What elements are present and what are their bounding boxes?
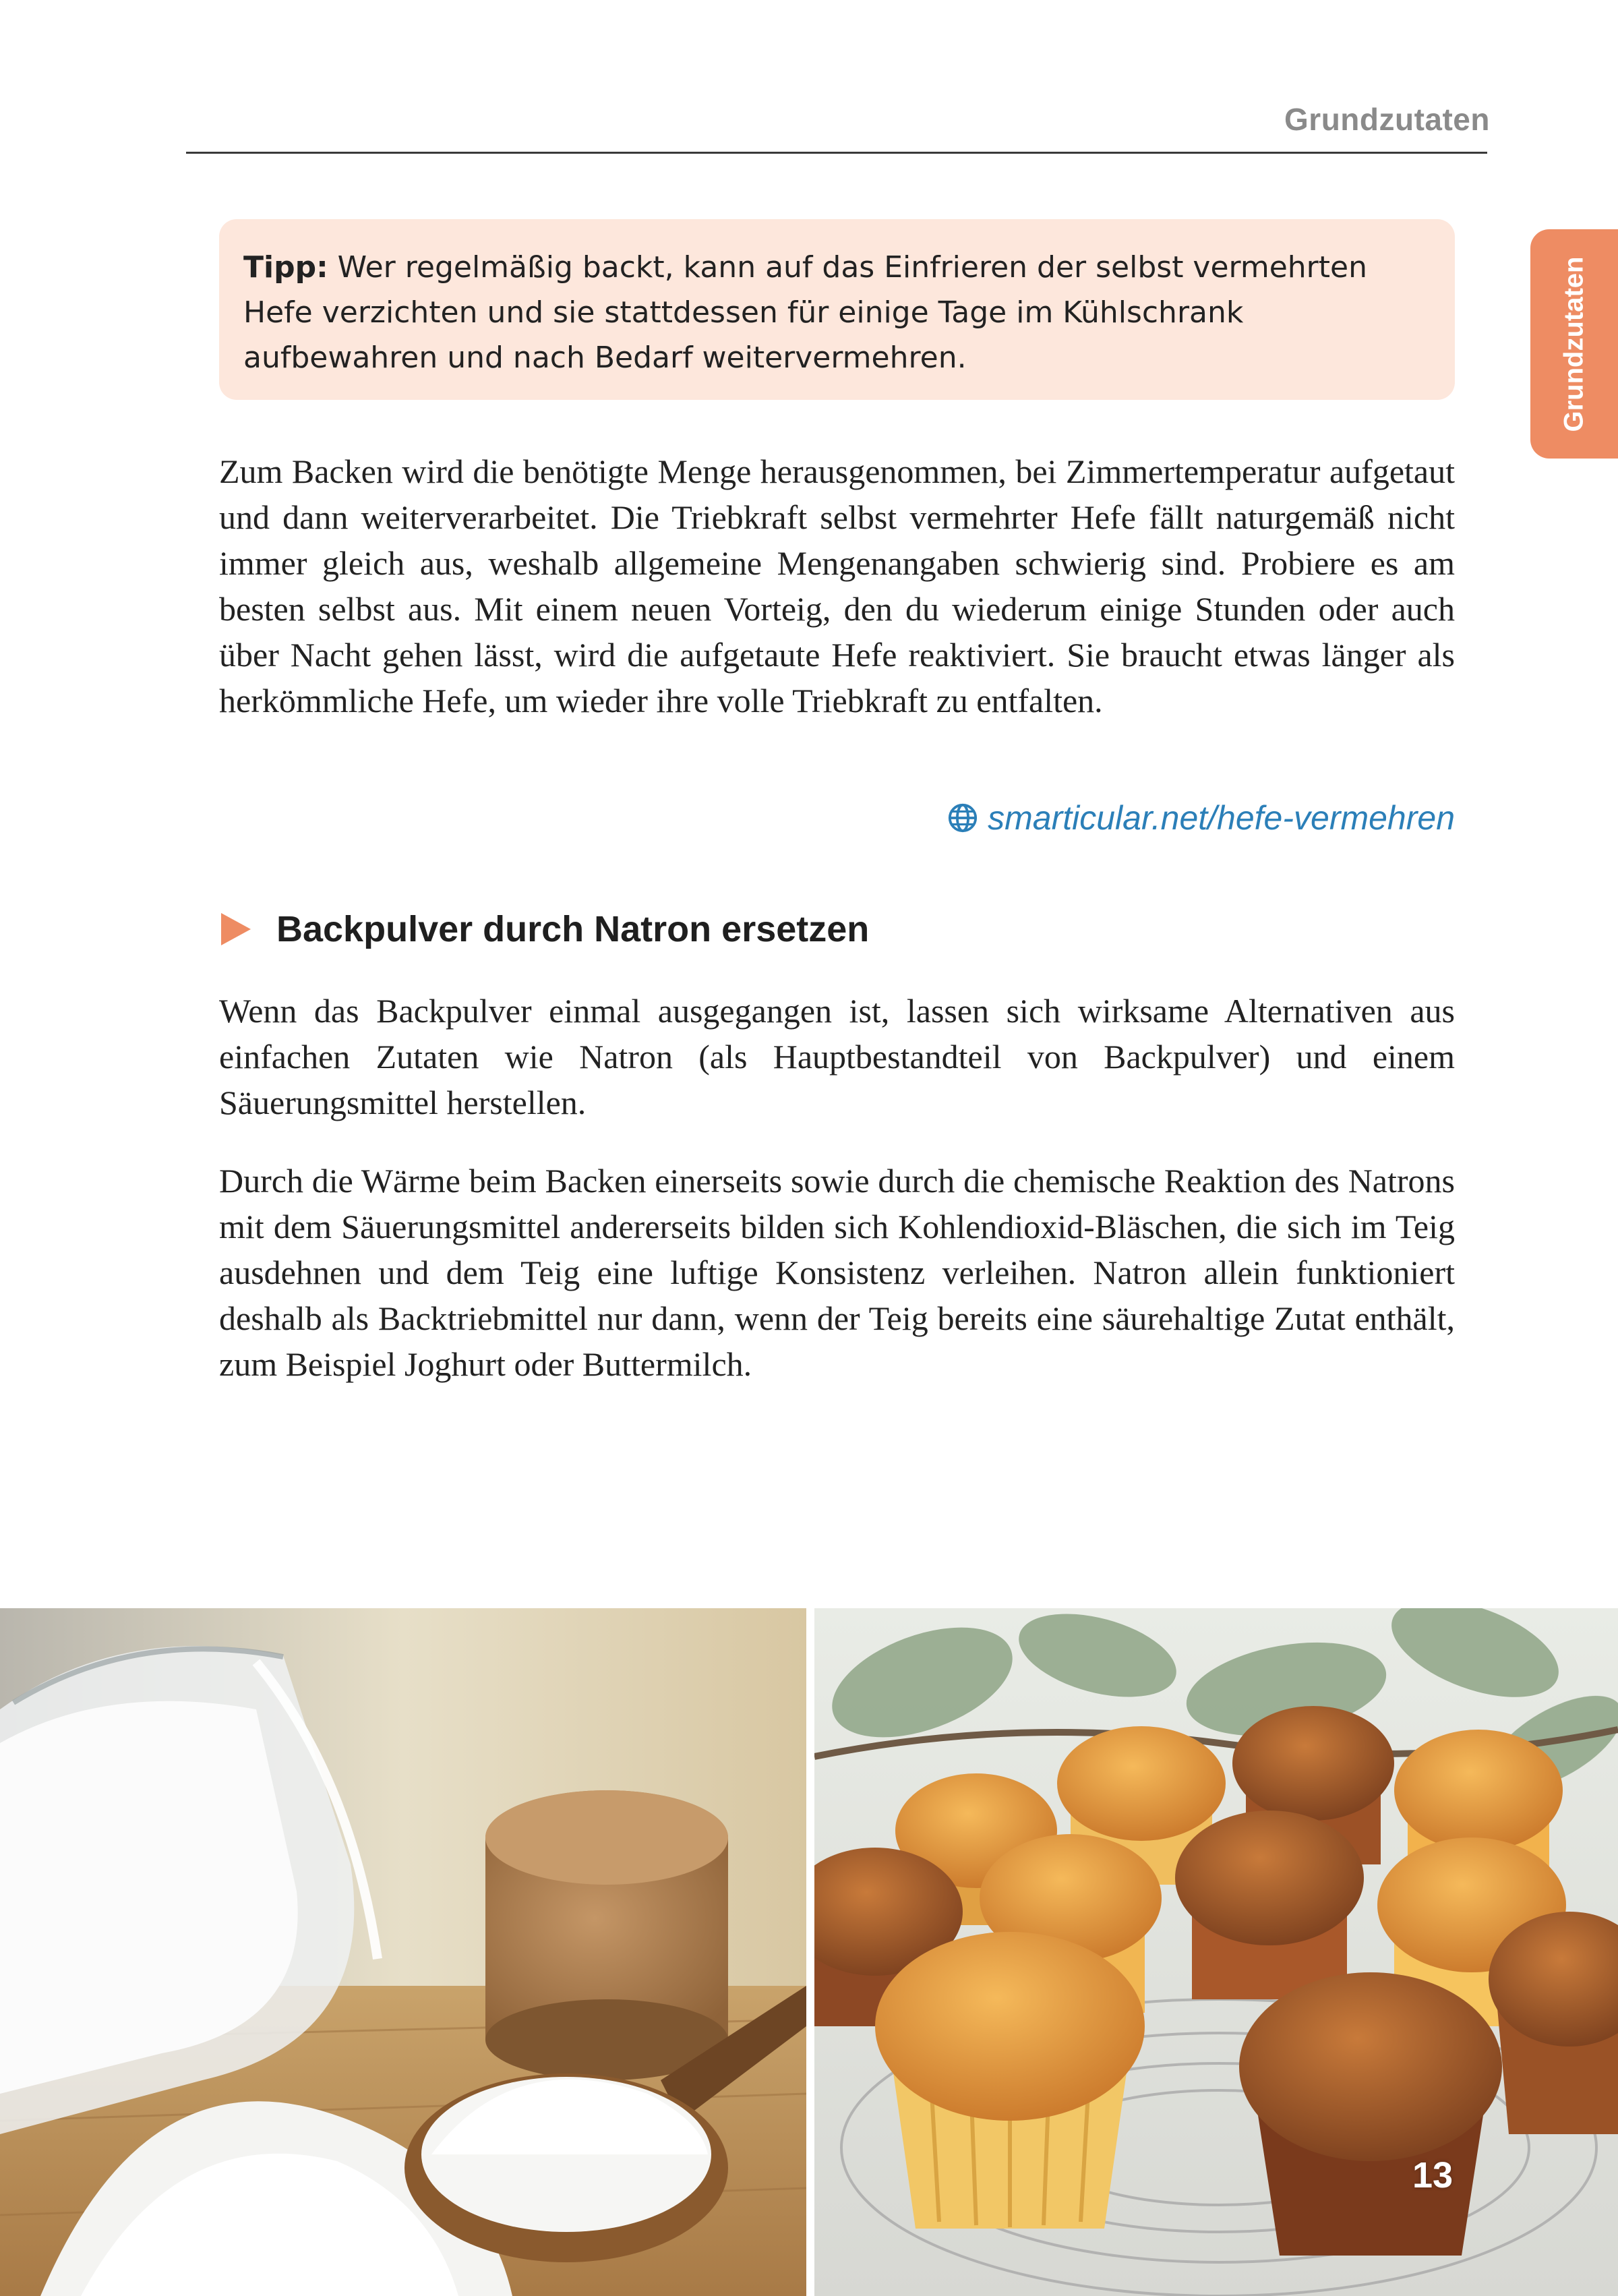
tip-box	[219, 219, 1455, 400]
photo-baking-soda	[0, 1608, 806, 2296]
paragraph-yeast-usage: Zum Backen wird die benötigte Menge herausgenommen, bei Zimmertemperatur aufgetaut und dann weiterverarbeitet. Die Triebkraft selbst vermehrter Hefe fällt naturgemäß nicht immer gleich aus, weshalb allgemeine Mengenangaben schwierig sind. Probiere es am besten selbst aus. Mit einem neuen Vorteig, den du wiederum einige Stunden oder auch über Nacht gehen lässt, wird die aufgetaute Hefe reaktiviert. Sie braucht etwas länger als herkömmliche Hefe, um wieder ihre volle Triebkraft zu entfalten.	[219, 452, 1455, 719]
header-rule	[186, 152, 1487, 154]
triangle-right-icon	[221, 913, 251, 945]
paragraph-baking-soda-chemistry: Durch die Wärme beim Backen einerseits sowie durch die chemische Reaktion des Natrons mit dem Säuerungsmittel andererseits bilden sich Kohlendioxid-Bläschen, die sich im Teig ausdehnen und dem Teig eine luftige Konsistenz verleihen. Natron allein funktioniert deshalb als Backtriebmittel nur dann, wenn der Teig bereits eine säurehaltige Zutat enthält, zum Beispiel Joghurt oder Buttermilch.	[219, 1162, 1455, 1383]
web-link-text[interactable]: smarticular.net/hefe-vermehren	[988, 799, 1455, 837]
web-link[interactable]	[947, 798, 1455, 837]
chapter-side-tab	[1530, 229, 1618, 459]
paragraph-baking-soda-intro: Wenn das Backpulver einmal ausgegangen ist, lassen sich wirksame Alternativen aus einfachen Zutaten wie Natron (als Hauptbestandteil von Backpulver) und einem Säuerungsmittel herstellen.	[219, 992, 1455, 1121]
tip-label: Tipp:	[243, 250, 328, 285]
side-tab-label: Grundzutaten	[1559, 256, 1589, 432]
tip-text: Wer regelmäßig backt, kann auf das Einfrieren der selbst vermehrten Hefe verzichten und sie stattdessen für einige Tage im Kühlschrank aufbewahren und nach Bedarf weitervermehren.	[243, 250, 1367, 375]
running-title: Grundzutaten	[1284, 102, 1490, 137]
section-heading	[221, 904, 869, 955]
globe-icon	[947, 802, 978, 833]
photo-muffins	[814, 1608, 1618, 2296]
section-title: Backpulver durch Natron ersetzen	[276, 909, 870, 949]
page-number: 13	[1412, 2155, 1454, 2196]
